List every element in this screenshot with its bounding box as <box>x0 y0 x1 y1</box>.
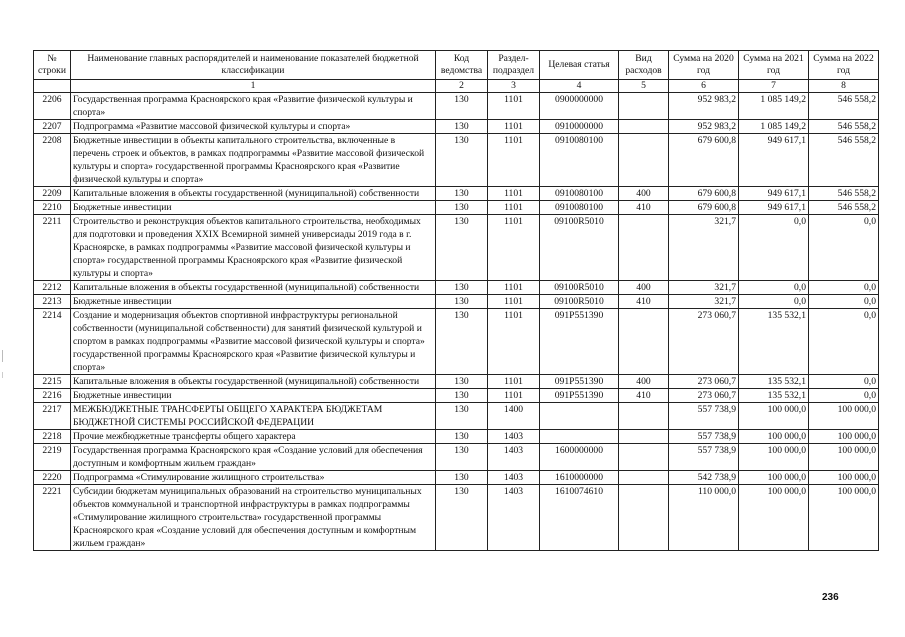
target-article: 1600000000 <box>540 444 619 471</box>
table-row <box>34 444 879 471</box>
page-number: 236 <box>822 592 839 603</box>
department-code: 130 <box>436 403 488 430</box>
column-number: 4 <box>540 80 619 93</box>
sum-2020: 321,7 <box>669 295 739 309</box>
column-number: 7 <box>739 80 809 93</box>
sum-2021: 949 617,1 <box>739 134 809 187</box>
target-article <box>540 403 619 430</box>
sum-2022: 0,0 <box>809 215 879 281</box>
expense-kind <box>619 120 669 134</box>
department-code: 130 <box>436 201 488 215</box>
expense-kind: 400 <box>619 187 669 201</box>
sum-2022: 546 558,2 <box>809 93 879 120</box>
column-number: 8 <box>809 80 879 93</box>
sum-2022: 546 558,2 <box>809 120 879 134</box>
sum-2021: 1 085 149,2 <box>739 93 809 120</box>
section-code: 1101 <box>488 389 540 403</box>
department-code: 130 <box>436 281 488 295</box>
sum-2021: 949 617,1 <box>739 201 809 215</box>
department-code: 130 <box>436 187 488 201</box>
row-name: Подпрограмма «Стимулирование жилищного строительства» <box>71 471 436 485</box>
table-header-row <box>34 51 879 80</box>
section-code: 1101 <box>488 134 540 187</box>
row-number: 2214 <box>34 309 71 375</box>
table-row <box>34 309 879 375</box>
row-name: Капитальные вложения в объекты государственной (муниципальной) собственности <box>71 281 436 295</box>
row-name: Бюджетные инвестиции <box>71 201 436 215</box>
target-article: 09100R5010 <box>540 215 619 281</box>
sum-2022: 100 000,0 <box>809 403 879 430</box>
row-name: Подпрограмма «Развитие массовой физической культуры и спорта» <box>71 120 436 134</box>
sum-2022: 0,0 <box>809 375 879 389</box>
sum-2020: 679 600,8 <box>669 134 739 187</box>
sum-2022: 100 000,0 <box>809 485 879 551</box>
header-sum-2021: Сумма на 2021 год <box>739 51 809 80</box>
sum-2022: 100 000,0 <box>809 444 879 471</box>
sum-2021: 135 532,1 <box>739 309 809 375</box>
sum-2020: 110 000,0 <box>669 485 739 551</box>
target-article: 0900000000 <box>540 93 619 120</box>
sum-2021: 100 000,0 <box>739 471 809 485</box>
sum-2020: 679 600,8 <box>669 187 739 201</box>
expense-kind <box>619 134 669 187</box>
table-row <box>34 281 879 295</box>
table-row <box>34 471 879 485</box>
row-number: 2207 <box>34 120 71 134</box>
section-code: 1403 <box>488 471 540 485</box>
sum-2021: 100 000,0 <box>739 430 809 444</box>
row-name: Строительство и реконструкция объектов капитального строительства, необходимых для подготовки и проведения XXIX Всемирной зимней универсиады 2019 года в г. Красноярске, в рамках подпрограммы «Развитие массовой физической культуры и спорта» государственной программы Красноярского края «Развитие физической культуры и спорта» <box>71 215 436 281</box>
row-name: Субсидии бюджетам муниципальных образований на строительство муниципальных объектов коммунальной и транспортной инфраструктуры в рамках подпрограммы «Стимулирование жилищного строительства» государственной программы Красноярского края «Создание условий для обеспечения доступным и комфортным жильем граждан» <box>71 485 436 551</box>
target-article: 0910080100 <box>540 187 619 201</box>
row-number: 2210 <box>34 201 71 215</box>
header-name: Наименование главных распорядителей и наименование показателей бюджетной классификации <box>71 51 436 80</box>
sum-2022: 0,0 <box>809 309 879 375</box>
department-code: 130 <box>436 93 488 120</box>
table-row <box>34 93 879 120</box>
sum-2021: 1 085 149,2 <box>739 120 809 134</box>
department-code: 130 <box>436 134 488 187</box>
row-number: 2212 <box>34 281 71 295</box>
row-name: Капитальные вложения в объекты государственной (муниципальной) собственности <box>71 187 436 201</box>
sum-2020: 321,7 <box>669 215 739 281</box>
expense-kind <box>619 485 669 551</box>
header-department-code: Код ведомства <box>436 51 488 80</box>
section-code: 1101 <box>488 295 540 309</box>
sum-2022: 546 558,2 <box>809 187 879 201</box>
row-number: 2208 <box>34 134 71 187</box>
section-code: 1403 <box>488 485 540 551</box>
table-row <box>34 187 879 201</box>
target-article: 0910080100 <box>540 134 619 187</box>
row-number: 2220 <box>34 471 71 485</box>
row-name: Бюджетные инвестиции <box>71 389 436 403</box>
table-row <box>34 134 879 187</box>
row-number: 2209 <box>34 187 71 201</box>
row-number: 2206 <box>34 93 71 120</box>
table-row <box>34 375 879 389</box>
row-number: 2217 <box>34 403 71 430</box>
sum-2020: 952 983,2 <box>669 93 739 120</box>
column-number: 6 <box>669 80 739 93</box>
department-code: 130 <box>436 444 488 471</box>
target-article <box>540 430 619 444</box>
column-number: 2 <box>436 80 488 93</box>
department-code: 130 <box>436 485 488 551</box>
department-code: 130 <box>436 120 488 134</box>
table-row <box>34 389 879 403</box>
sum-2022: 0,0 <box>809 389 879 403</box>
expense-kind <box>619 215 669 281</box>
row-number: 2213 <box>34 295 71 309</box>
department-code: 130 <box>436 309 488 375</box>
column-number: 1 <box>71 80 436 93</box>
expense-kind <box>619 430 669 444</box>
scan-artifact <box>2 372 3 378</box>
scan-artifact <box>2 350 3 362</box>
sum-2022: 546 558,2 <box>809 201 879 215</box>
department-code: 130 <box>436 295 488 309</box>
sum-2022: 100 000,0 <box>809 430 879 444</box>
sum-2021: 135 532,1 <box>739 389 809 403</box>
table-row <box>34 430 879 444</box>
sum-2022: 100 000,0 <box>809 471 879 485</box>
sum-2021: 100 000,0 <box>739 444 809 471</box>
header-sum-2022: Сумма на 2022 год <box>809 51 879 80</box>
section-code: 1101 <box>488 215 540 281</box>
sum-2021: 0,0 <box>739 281 809 295</box>
expense-kind: 410 <box>619 201 669 215</box>
section-code: 1101 <box>488 281 540 295</box>
table-row <box>34 403 879 430</box>
department-code: 130 <box>436 215 488 281</box>
sum-2021: 0,0 <box>739 295 809 309</box>
expense-kind: 400 <box>619 375 669 389</box>
target-article: 0910080100 <box>540 201 619 215</box>
department-code: 130 <box>436 430 488 444</box>
target-article: 1610074610 <box>540 485 619 551</box>
sum-2020: 557 738,9 <box>669 430 739 444</box>
header-expense-kind: Вид расходов <box>619 51 669 80</box>
header-target-article: Целевая статья <box>540 51 619 80</box>
column-number: 5 <box>619 80 669 93</box>
target-article: 0910000000 <box>540 120 619 134</box>
sum-2021: 100 000,0 <box>739 403 809 430</box>
row-name: Капитальные вложения в объекты государственной (муниципальной) собственности <box>71 375 436 389</box>
department-code: 130 <box>436 389 488 403</box>
expense-kind <box>619 309 669 375</box>
expense-kind <box>619 471 669 485</box>
sum-2021: 135 532,1 <box>739 375 809 389</box>
row-number: 2216 <box>34 389 71 403</box>
expense-kind <box>619 403 669 430</box>
sum-2021: 0,0 <box>739 215 809 281</box>
table-row <box>34 120 879 134</box>
sum-2022: 546 558,2 <box>809 134 879 187</box>
sum-2022: 0,0 <box>809 281 879 295</box>
target-article: 09100R5010 <box>540 281 619 295</box>
header-row-number: № строки <box>34 51 71 80</box>
row-name: Государственная программа Красноярского края «Создание условий для обеспечения доступным и комфортным жильем граждан» <box>71 444 436 471</box>
sum-2021: 100 000,0 <box>739 485 809 551</box>
column-number: 3 <box>488 80 540 93</box>
expense-kind: 410 <box>619 295 669 309</box>
row-number: 2215 <box>34 375 71 389</box>
section-code: 1101 <box>488 187 540 201</box>
sum-2022: 0,0 <box>809 295 879 309</box>
sum-2020: 557 738,9 <box>669 444 739 471</box>
target-article: 091P551390 <box>540 309 619 375</box>
expense-kind: 400 <box>619 281 669 295</box>
row-name: Государственная программа Красноярского края «Развитие физической культуры и спорта» <box>71 93 436 120</box>
row-number: 2211 <box>34 215 71 281</box>
header-sum-2020: Сумма на 2020 год <box>669 51 739 80</box>
target-article: 091P551390 <box>540 389 619 403</box>
sum-2020: 679 600,8 <box>669 201 739 215</box>
row-name: Создание и модернизация объектов спортивной инфраструктуры региональной собственности (муниципальной собственности) для занятий физической культурой и спортом в рамках подпрограммы «Развитие массовой физической культуры и спорта» государственной программы Красноярского края «Развитие физической культуры и спорта» <box>71 309 436 375</box>
section-code: 1400 <box>488 403 540 430</box>
table-row <box>34 295 879 309</box>
section-code: 1101 <box>488 201 540 215</box>
section-code: 1403 <box>488 430 540 444</box>
target-article: 1610000000 <box>540 471 619 485</box>
sum-2020: 542 738,9 <box>669 471 739 485</box>
section-code: 1101 <box>488 120 540 134</box>
row-name: МЕЖБЮДЖЕТНЫЕ ТРАНСФЕРТЫ ОБЩЕГО ХАРАКТЕРА БЮДЖЕТАМ БЮДЖЕТНОЙ СИСТЕМЫ РОССИЙСКОЙ ФЕДЕРАЦИИ <box>71 403 436 430</box>
row-name: Прочие межбюджетные трансферты общего характера <box>71 430 436 444</box>
sum-2020: 273 060,7 <box>669 389 739 403</box>
department-code: 130 <box>436 375 488 389</box>
column-number <box>34 80 71 93</box>
sum-2020: 952 983,2 <box>669 120 739 134</box>
row-number: 2218 <box>34 430 71 444</box>
row-number: 2219 <box>34 444 71 471</box>
sum-2021: 949 617,1 <box>739 187 809 201</box>
expense-kind: 410 <box>619 389 669 403</box>
expense-kind <box>619 444 669 471</box>
row-number: 2221 <box>34 485 71 551</box>
table-row <box>34 201 879 215</box>
section-code: 1101 <box>488 375 540 389</box>
department-code: 130 <box>436 471 488 485</box>
sum-2020: 273 060,7 <box>669 309 739 375</box>
column-number-row <box>34 80 879 93</box>
row-name: Бюджетные инвестиции <box>71 295 436 309</box>
section-code: 1403 <box>488 444 540 471</box>
expense-kind <box>619 93 669 120</box>
sum-2020: 557 738,9 <box>669 403 739 430</box>
target-article: 091P551390 <box>540 375 619 389</box>
budget-table <box>33 50 879 551</box>
table-row <box>34 485 879 551</box>
section-code: 1101 <box>488 309 540 375</box>
row-name: Бюджетные инвестиции в объекты капитального строительства, включенные в перечень строек и объектов, в рамках подпрограммы «Развитие массовой физической культуры и спорта» государственной программы Красноярского края «Развитие физической культуры и спорта» <box>71 134 436 187</box>
sum-2020: 273 060,7 <box>669 375 739 389</box>
target-article: 09100R5010 <box>540 295 619 309</box>
table-row <box>34 215 879 281</box>
section-code: 1101 <box>488 93 540 120</box>
header-section: Раздел-подраздел <box>488 51 540 80</box>
sum-2020: 321,7 <box>669 281 739 295</box>
